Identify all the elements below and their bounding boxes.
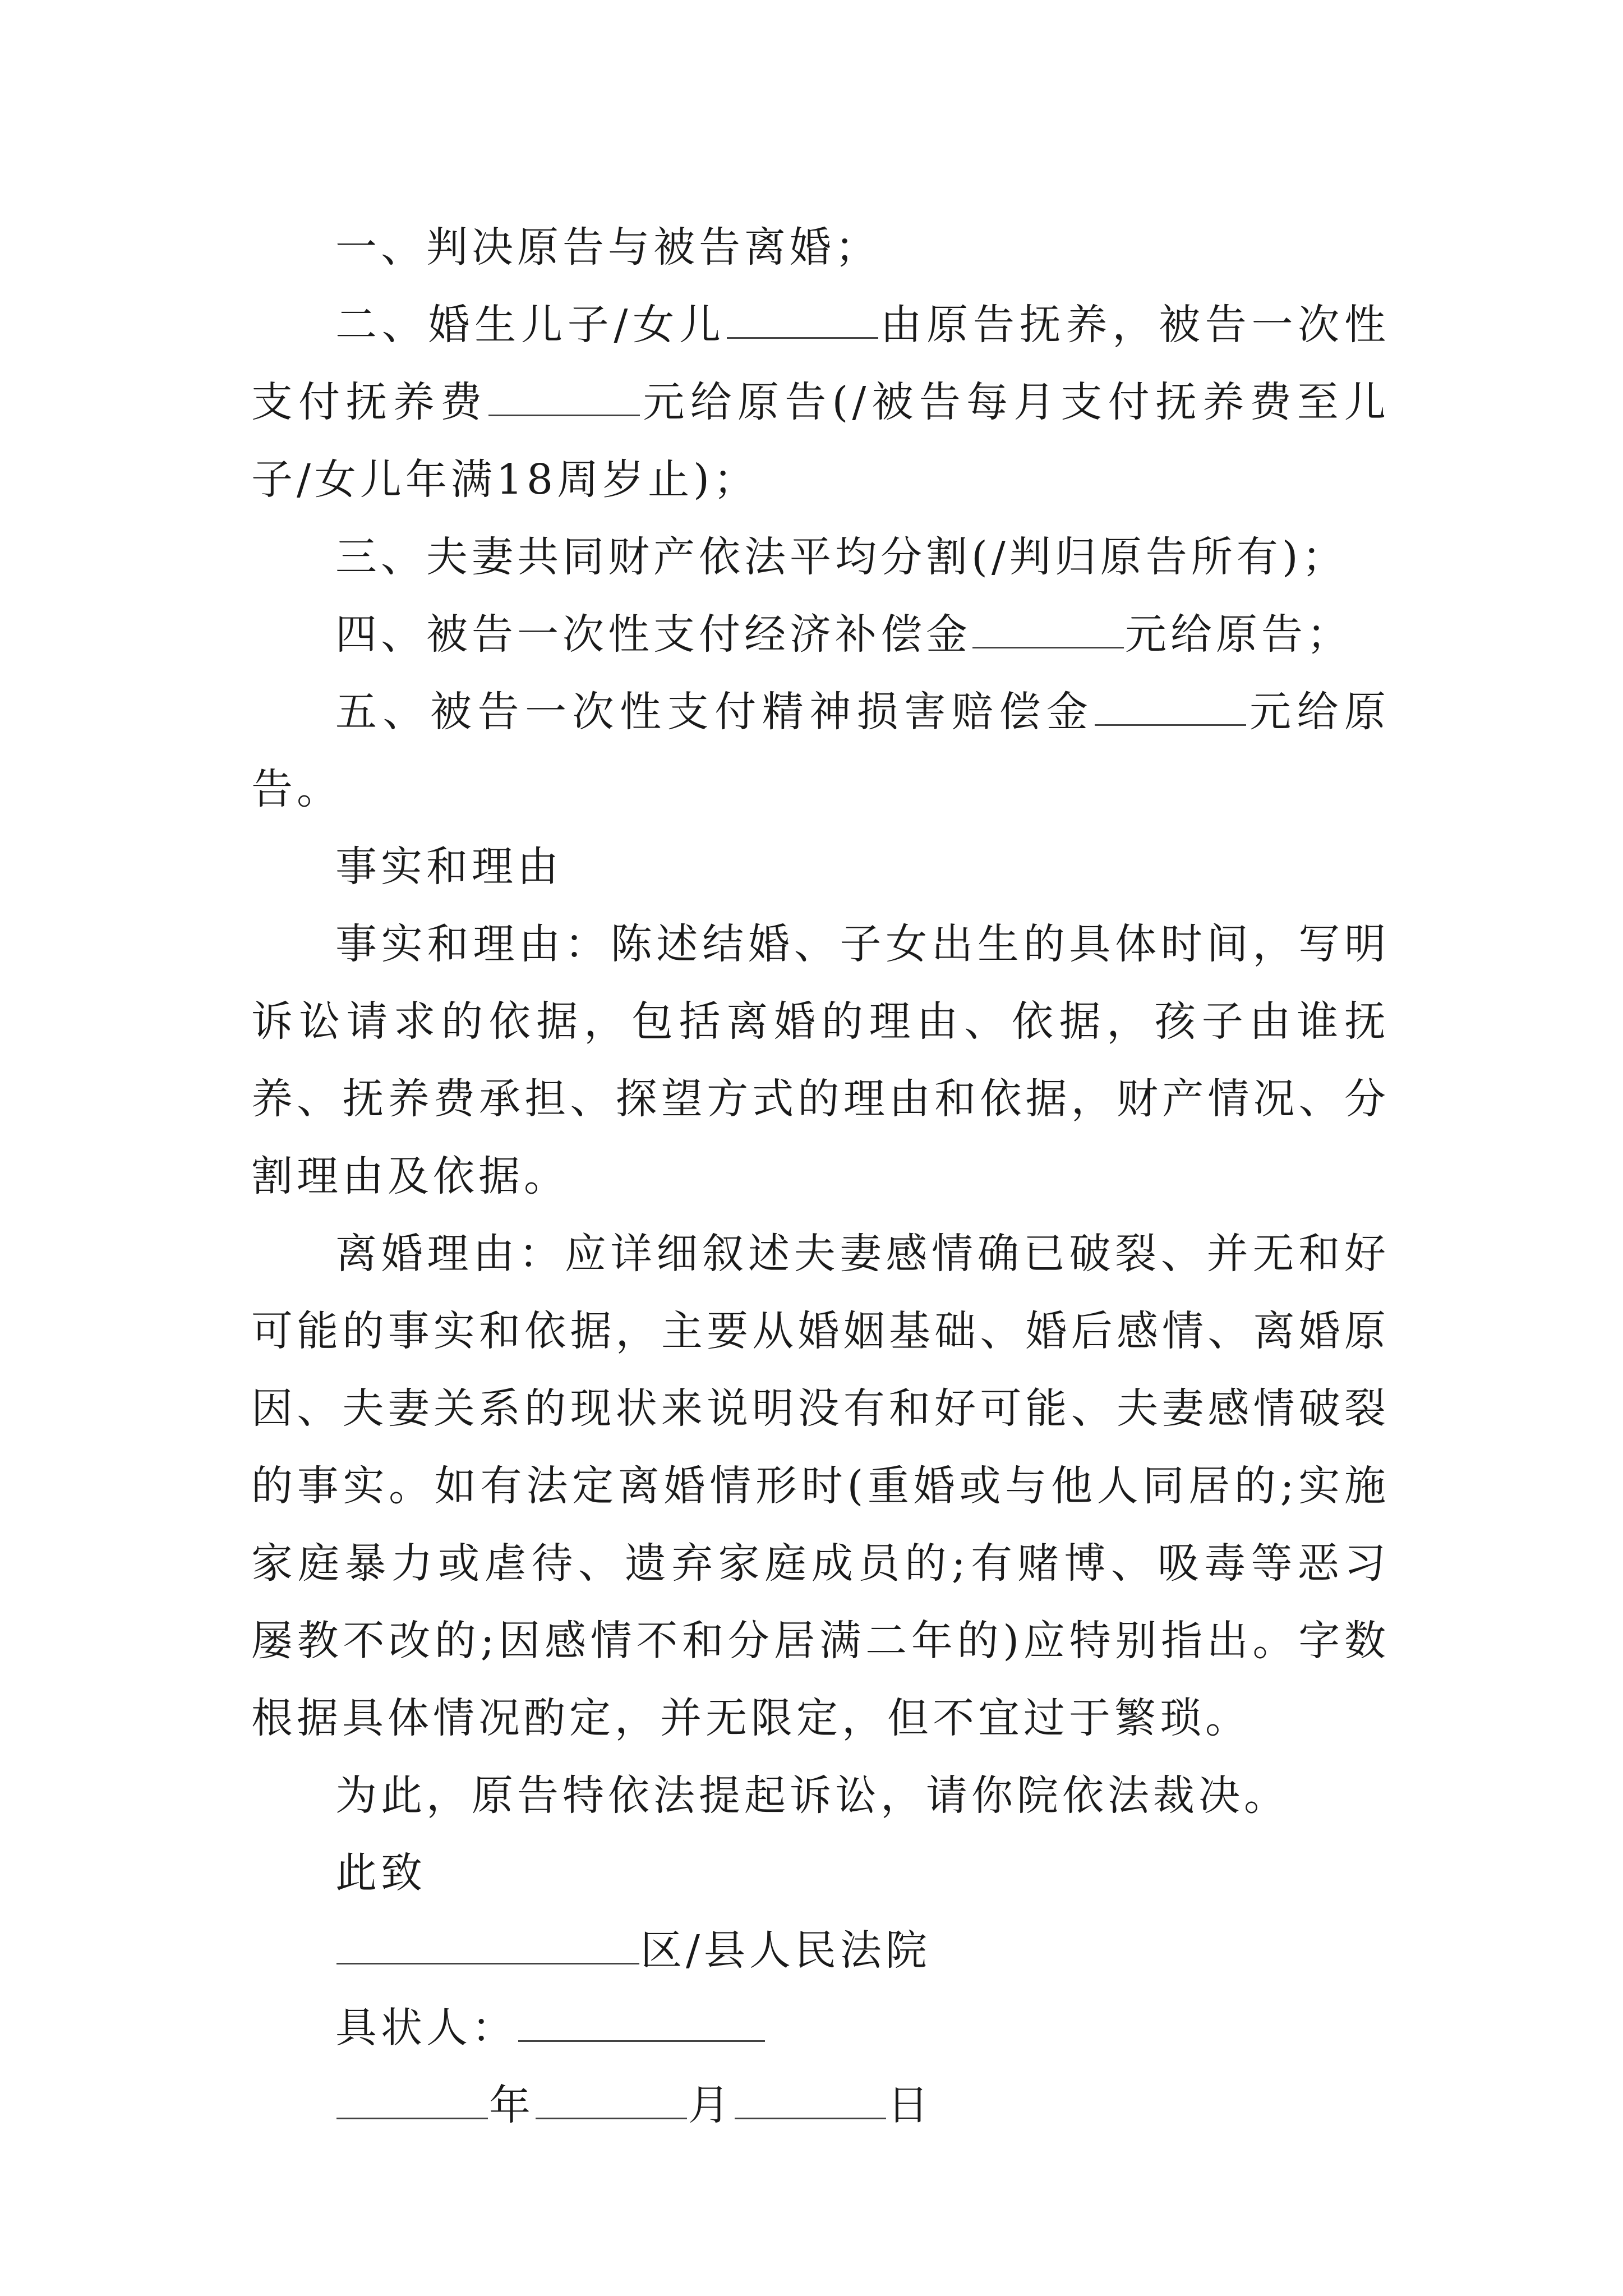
- month-label: 月: [688, 2081, 734, 2129]
- day-label: 日: [887, 2081, 933, 2129]
- complaint-document: [251, 209, 1390, 2144]
- damages-blank: [1095, 685, 1246, 726]
- signer-label: 具状人：: [335, 2004, 517, 2052]
- court-name-blank: [336, 1924, 639, 1964]
- signer-line: [251, 1989, 1390, 2067]
- child-name-blank: [727, 298, 878, 339]
- support-fee-blank: [488, 375, 640, 416]
- salutation: 此致: [335, 1849, 426, 1897]
- year-blank: [336, 2078, 488, 2119]
- year-label: 年: [489, 2081, 534, 2129]
- request-5-part-b: 元给原告。: [251, 688, 1390, 813]
- request-4: [251, 596, 1390, 673]
- closing-statement: 为此，原告特依法提起诉讼，请你院依法裁决。: [335, 1772, 1289, 1820]
- request-3: 三、夫妻共同财产依法平均分割(/判归原告所有)；: [335, 533, 1348, 581]
- date-line: [251, 2067, 1390, 2144]
- request-5: [251, 673, 1390, 828]
- request-2-part-a: 二、婚生儿子/女儿: [335, 301, 726, 349]
- day-blank: [735, 2078, 886, 2119]
- divorce-reasons-paragraph: 离婚理由：应详细叙述夫妻感情确已破裂、并无和好可能的事实和依据，主要从婚姻基础、婚后感情、离婚原因、夫妻关系的现状来说明没有和好可能、夫妻感情破裂的事实。如有法定离婚情形时(重婚或与他人同居的;实施家庭暴力或虐待、遗弃家庭成员的;有赌博、吸毒等恶习屡教不改的;因感情不和分居满二年的)应特别指出。字数根据具体情况酌定，并无限定，但不宜过于繁琐。: [251, 1230, 1390, 1742]
- facts-heading: 事实和理由: [335, 843, 562, 891]
- request-2-part-c: 元给原告(/被告每月支付抚养费至儿子/女儿年满18周岁止)；: [251, 378, 1390, 504]
- court-suffix: 区/县人民法院: [640, 1926, 931, 1975]
- request-2-part-b: 由原告抚养，被告一次性支付抚养费: [251, 301, 1390, 426]
- month-blank: [536, 2078, 687, 2119]
- facts-paragraph: 事实和理由：陈述结婚、子女出生的具体时间，写明诉讼请求的依据，包括离婚的理由、依据，孩子由谁抚养、抚养费承担、探望方式的理由和依据，财产情况、分割理由及依据。: [251, 920, 1390, 1200]
- court-line: [251, 1912, 1390, 1989]
- request-4-part-a: 四、被告一次性支付经济补偿金: [335, 610, 971, 659]
- compensation-blank: [972, 608, 1124, 648]
- signer-blank: [518, 2001, 765, 2042]
- request-2: [251, 286, 1390, 518]
- request-1: 一、判决原告与被告离婚；: [335, 223, 880, 272]
- request-4-part-b: 元给原告；: [1125, 610, 1352, 659]
- request-5-part-a: 五、被告一次性支付精神损害赔偿金: [335, 688, 1094, 736]
